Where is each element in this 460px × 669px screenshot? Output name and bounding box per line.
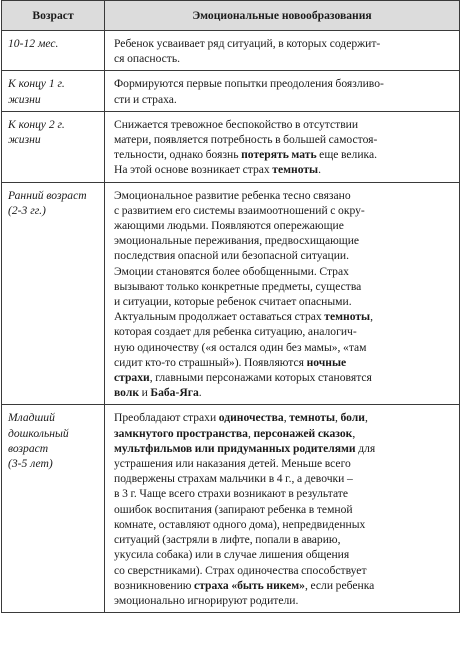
text-segment: укусила собака) или в случае лишения общения bbox=[114, 548, 350, 562]
table-row bbox=[2, 405, 460, 613]
text-segment: для bbox=[355, 441, 376, 455]
emphasized-text: одиночества bbox=[218, 411, 284, 425]
description-line bbox=[114, 233, 453, 248]
text-segment: комнате, оставляют одного дома), непредвиденных bbox=[114, 517, 366, 531]
emphasized-text: мультфильмов или придуманных родителями bbox=[114, 441, 356, 455]
text-segment: сидит кто-то страшный»). Появляются bbox=[114, 355, 307, 369]
age-cell bbox=[2, 182, 105, 405]
description-line bbox=[114, 117, 453, 132]
description-line bbox=[114, 324, 453, 339]
text-segment: . bbox=[318, 163, 321, 177]
table-row bbox=[2, 111, 460, 182]
text-segment: со сверстниками). Страх одиночества способствует bbox=[114, 563, 367, 577]
text-segment: , bbox=[370, 310, 374, 324]
text-segment: последствия опасной или безопасной ситуации. bbox=[114, 249, 350, 263]
emphasized-text: Баба-Яга bbox=[150, 386, 199, 400]
text-segment: Преобладают страхи bbox=[114, 411, 219, 425]
age-line: 10-12 мес. bbox=[8, 37, 59, 50]
age-cell bbox=[2, 71, 105, 111]
description-line bbox=[114, 218, 453, 233]
description-cell bbox=[105, 405, 460, 613]
description-line bbox=[114, 355, 453, 370]
description-line bbox=[114, 132, 453, 147]
text-segment: Снижается тревожное беспокойство в отсутствии bbox=[114, 117, 359, 131]
age-cell bbox=[2, 31, 105, 71]
emphasized-text: персонажей сказок bbox=[253, 426, 353, 440]
age-line: жизни bbox=[8, 133, 41, 147]
text-segment: ситуаций (застряли в лифте, попали в аварию, bbox=[114, 533, 341, 547]
text-segment: ную одиночеству («я остался один без мамы», «там bbox=[114, 340, 367, 354]
emphasized-text: боли bbox=[340, 411, 365, 425]
table-header-row bbox=[2, 1, 460, 31]
age-line: возраст bbox=[8, 441, 49, 455]
description-line bbox=[114, 294, 453, 309]
description-line bbox=[114, 563, 453, 578]
description-cell bbox=[105, 182, 460, 405]
text-segment: в 3 г. Чаще всего страхи возникают в результате bbox=[114, 487, 348, 501]
description-line bbox=[114, 593, 453, 608]
emphasized-text: ночные bbox=[306, 355, 347, 369]
column-header-emotions: Эмоциональные новообразования bbox=[105, 1, 460, 31]
description-line bbox=[114, 456, 453, 471]
column-header-age: Возраст bbox=[2, 1, 105, 31]
age-line: дошкольный bbox=[8, 426, 69, 440]
description-line bbox=[114, 578, 453, 593]
text-segment: Эмоциональное развитие ребенка тесно связано bbox=[114, 188, 351, 202]
text-segment: ошибок воспитания (запирают ребенка в темной bbox=[114, 502, 353, 516]
description-cell bbox=[105, 31, 460, 71]
description-line bbox=[114, 426, 453, 441]
description-cell bbox=[105, 111, 460, 182]
text-segment: , bbox=[335, 411, 341, 425]
emphasized-text: замкнутого пространства bbox=[114, 426, 248, 440]
emphasized-text: потерять мать bbox=[241, 148, 317, 162]
text-segment: , bbox=[283, 411, 290, 425]
emphasized-text: волк bbox=[114, 386, 140, 400]
description-line bbox=[114, 486, 453, 501]
age-line: (2-3 гг.) bbox=[8, 203, 46, 217]
text-segment: Ребенок усваивает ряд ситуаций, в которых содержит- bbox=[114, 37, 381, 50]
description-line bbox=[114, 547, 453, 562]
age-line: К концу 2 г. bbox=[8, 117, 65, 131]
emotions-table bbox=[1, 0, 460, 613]
description-line bbox=[114, 248, 453, 263]
text-segment: сти и страха. bbox=[114, 92, 177, 106]
text-segment: и ситуации, которые ребенок считает опасными. bbox=[114, 295, 352, 309]
text-segment: вызывают только конкретные предметы, существа bbox=[114, 279, 362, 293]
text-segment: эмоционально игнорируют родители. bbox=[114, 593, 299, 607]
description-line bbox=[114, 51, 453, 66]
text-segment: эмоциональные переживания, предвосхищающие bbox=[114, 234, 360, 248]
age-cell bbox=[2, 111, 105, 182]
table-row bbox=[2, 182, 460, 405]
emphasized-text: темноты bbox=[324, 310, 371, 324]
description-line bbox=[114, 471, 453, 486]
text-segment: Эмоции становятся более обобщенными. Страх bbox=[114, 264, 349, 278]
text-segment: , bbox=[365, 411, 368, 425]
table-row bbox=[2, 31, 460, 71]
description-line bbox=[114, 370, 453, 385]
text-segment: ся опасность. bbox=[114, 52, 181, 66]
text-segment: которая создает для ребенка ситуацию, аналогич- bbox=[114, 325, 357, 339]
text-segment: Формируются первые попытки преодоления боязливо- bbox=[114, 77, 384, 91]
emphasized-text: темноты bbox=[272, 163, 319, 177]
text-segment: тельности, однако боязнь bbox=[114, 148, 242, 162]
description-line bbox=[114, 502, 453, 517]
description-line bbox=[114, 517, 453, 532]
text-segment: . bbox=[198, 386, 202, 400]
description-line bbox=[114, 188, 453, 203]
text-segment: , главными персонажами которых становятся bbox=[149, 371, 372, 385]
age-line: К концу 1 г. bbox=[8, 77, 65, 91]
description-line bbox=[114, 309, 453, 324]
text-segment: подвержены страхам мальчики в 4 г., а девочки – bbox=[114, 472, 353, 486]
description-line bbox=[114, 441, 453, 456]
emphasized-text: страха «быть никем» bbox=[194, 578, 305, 592]
description-line bbox=[114, 147, 453, 162]
text-segment: устрашения или наказания детей. Меньше всего bbox=[114, 457, 351, 471]
text-segment: с развитием его системы взаимоотношений с окру- bbox=[114, 203, 365, 217]
description-line bbox=[114, 36, 453, 51]
description-line bbox=[114, 279, 453, 294]
description-line bbox=[114, 385, 453, 400]
text-segment: , bbox=[352, 426, 356, 440]
emphasized-text: страхи bbox=[114, 371, 150, 385]
emphasized-text: темноты bbox=[289, 411, 336, 425]
description-line bbox=[114, 264, 453, 279]
text-segment: жающими людьми. Появляются опережающие bbox=[114, 219, 344, 233]
description-line bbox=[114, 92, 453, 107]
text-segment: На этой основе возникает страх bbox=[114, 163, 273, 177]
text-segment: возникновению bbox=[114, 578, 195, 592]
age-cell bbox=[2, 405, 105, 613]
age-line: (3-5 лет) bbox=[8, 457, 53, 471]
description-line bbox=[114, 340, 453, 355]
text-segment: , если ребенка bbox=[304, 578, 375, 592]
description-line bbox=[114, 203, 453, 218]
text-segment: , bbox=[247, 426, 254, 440]
age-line: Ранний возраст bbox=[8, 188, 87, 202]
description-line bbox=[114, 410, 453, 425]
description-line bbox=[114, 76, 453, 91]
description-cell bbox=[105, 71, 460, 111]
age-line: жизни bbox=[8, 92, 41, 106]
text-segment: и bbox=[139, 386, 151, 400]
text-segment: матери, появляется потребность в большей самостоя- bbox=[114, 133, 378, 147]
description-line bbox=[114, 162, 453, 177]
description-line bbox=[114, 532, 453, 547]
age-line: Младший bbox=[8, 411, 55, 425]
text-segment: еще велика. bbox=[316, 148, 378, 162]
table-row bbox=[2, 71, 460, 111]
text-segment: Актуальным продолжает оставаться страх bbox=[114, 310, 325, 324]
